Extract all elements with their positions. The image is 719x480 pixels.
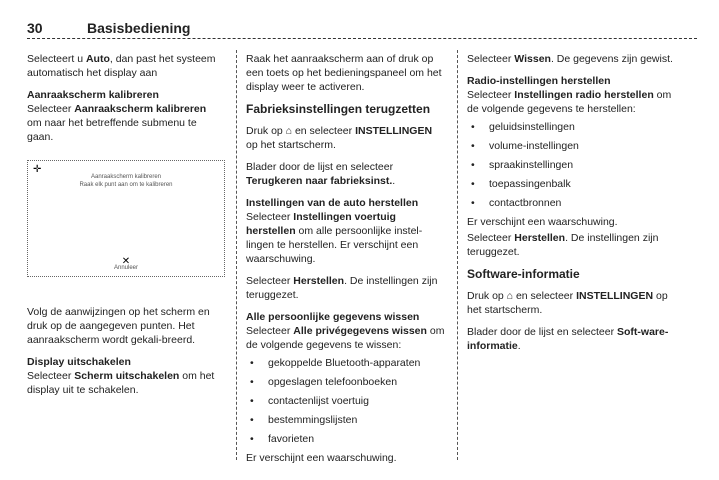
paragraph: Selecteert u Auto, dan past het systeem automatisch het display aan <box>27 53 216 79</box>
column-1 <box>27 52 222 405</box>
list-item: • bestemmingslijsten <box>268 413 446 427</box>
page-number: 30 <box>27 20 43 36</box>
bullet-list <box>467 120 677 210</box>
paragraph: Raak het aanraakscherm aan of druk op een toets op het bedieningspaneel om het display weer te activeren. <box>246 53 442 93</box>
section-title: Fabrieksinstellingen terugzetten <box>246 102 431 116</box>
list-item: • geluidsinstellingen <box>489 120 677 134</box>
section-heading: Aanraakscherm kalibreren <box>27 89 159 101</box>
paragraph: Selecteer Scherm uitschakelen om het display uit te schakelen. <box>27 370 215 396</box>
list-item: • favorieten <box>268 432 446 446</box>
column-divider <box>457 50 458 460</box>
paragraph: Blader door de lijst en selecteer Soft-ware-informatie. <box>467 326 669 352</box>
list-item: • toepassingenbalk <box>489 177 677 191</box>
list-item: • contactenlijst voertuig <box>268 394 446 408</box>
section-title: Software-informatie <box>467 267 580 281</box>
list-item: • gekoppelde Bluetooth-apparaten <box>268 356 446 370</box>
cancel-button: ✕ Annuleer <box>28 258 224 272</box>
paragraph: Selecteer Instellingen voertuig herstellen om alle persoonlijke instel-lingen te herstellen. Er verschijnt een waarschuwing. <box>246 211 423 265</box>
calibration-screen-figure <box>27 160 225 277</box>
chapter-title: Basisbediening <box>87 20 191 36</box>
list-item: • spraakinstellingen <box>489 158 677 172</box>
section-heading: Alle persoonlijke gegevens wissen <box>246 311 420 323</box>
page-header <box>27 18 697 39</box>
paragraph: Selecteer Instellingen radio herstellen om de volgende gegevens te herstellen: <box>467 89 672 115</box>
paragraph: Selecteer Herstellen. De instellingen zijn teruggezet. <box>246 275 438 301</box>
section-heading: Display uitschakelen <box>27 356 131 368</box>
crosshair-icon: ✛ <box>33 164 42 175</box>
section-heading: Instellingen van de auto herstellen <box>246 197 419 209</box>
paragraph: Blader door de lijst en selecteer Terugkeren naar fabrieksinst.. <box>246 161 396 187</box>
section-heading: Radio-instellingen herstellen <box>467 75 611 87</box>
column-2 <box>246 52 446 473</box>
paragraph: Volg de aanwijzingen op het scherm en druk op de aangegeven punten. Het aanraakscherm wordt gekali-breerd. <box>27 306 210 346</box>
screen-instruction: Raak elk punt aan om te kalibreren <box>79 182 173 188</box>
screen-title: Aanraakscherm kalibreren <box>90 174 162 180</box>
paragraph: Er verschijnt een waarschuwing. <box>467 216 618 228</box>
paragraph: Er verschijnt een waarschuwing. <box>246 452 397 464</box>
close-icon: ✕ <box>121 256 131 267</box>
paragraph: Selecteer Wissen. De gegevens zijn gewist. <box>467 53 673 65</box>
paragraph: Druk op ⌂ en selecteer INSTELLINGEN op het startscherm. <box>467 290 668 316</box>
list-item: • contactbronnen <box>489 196 677 210</box>
list-item: • opgeslagen telefoonboeken <box>268 375 446 389</box>
bullet-list <box>246 356 446 446</box>
paragraph: Selecteer Alle privégegevens wissen om de volgende gegevens te wissen: <box>246 325 445 351</box>
paragraph: Selecteer Herstellen. De instellingen zijn teruggezet. <box>467 232 659 258</box>
column-3 <box>467 52 677 361</box>
list-item: • volume-instellingen <box>489 139 677 153</box>
paragraph: Druk op ⌂ en selecteer INSTELLINGEN op het startscherm. <box>246 125 433 151</box>
column-divider <box>236 50 237 460</box>
paragraph: Selecteer Aanraakscherm kalibreren om naar het betreffende submenu te gaan. <box>27 103 207 143</box>
